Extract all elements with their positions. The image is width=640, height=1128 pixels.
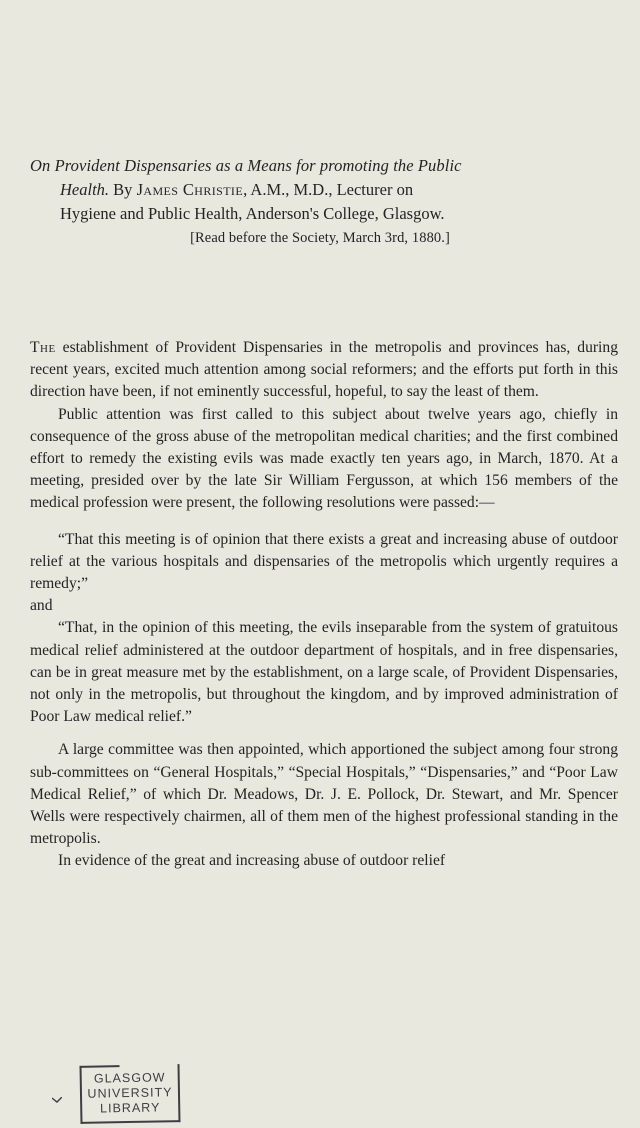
lead-word: The — [30, 339, 56, 356]
ink-tick-mark — [52, 1097, 62, 1103]
library-stamp — [80, 1064, 181, 1124]
title-line-1 — [30, 154, 620, 178]
stamp-line-2: UNIVERSITY — [87, 1085, 173, 1101]
body-text — [30, 337, 618, 873]
title-line-3 — [30, 202, 620, 226]
author-name: James Christie — [136, 180, 244, 199]
paragraph-1 — [30, 337, 618, 404]
paragraph-3: A large committee was then appointed, which apportioned the subject among four strong sub-committees on “General Hospitals,” “Special Hospitals,” “Dispensaries,” and “Poor Law Medical Relief,” of which Dr. Meadows, Dr. J. E. Pollock, Dr. Stewart, and Mr. Spencer Wells were respectively chairmen, all of them men of the highest professional standing in the metropolis. — [30, 741, 618, 848]
stamp-line-1: GLASGOW — [93, 1070, 166, 1086]
title-italic-part1: On Provident Dispensaries as a Means for promoting the Public — [30, 156, 462, 175]
stamp-line-3: LIBRARY — [99, 1100, 161, 1116]
quote-resolution-2: “That, in the opinion of this meeting, the evils inseparable from the system of gratuitous medical relief administered at the outdoor department of hospitals, and in free dispensaries, can be in great measure met by the establishment, on a large scale, of Provident Dispensaries, not only in the metropolis, but throughout the kingdom, and by improved administration of Poor Law medical relief.” — [30, 619, 618, 726]
author-credentials: , A.M., M.D., Lecturer on — [243, 180, 414, 199]
title-line-2 — [30, 178, 620, 202]
paper-title — [30, 154, 620, 226]
paragraph-1-text: establishment of Provident Dispensaries in the metropolis and provinces has, during recent years, excited much attention among social reformers; and the efforts put forth in this direction have been, if not eminently successful, hopeful, to say the least of them. — [30, 339, 618, 401]
quote-resolution-1: “That this meeting is of opinion that there exists a great and increasing abuse of outdoor relief at the various hospitals and dispensaries of the metropolis which urgently requires a remedy;” — [30, 530, 618, 593]
paragraph-2: Public attention was first called to this subject about twelve years ago, chiefly in consequence of the gross abuse of the metropolitan medical charities; and the first combined effort to remedy the existing evils was made exactly ten years ago, in March, 1870. At a meeting, presided over by the late Sir William Fergusson, at which 156 members of the medical profession were present, the following resolutions were passed:— — [30, 405, 618, 512]
read-note: [Read before the Society, March 3rd, 1880.] — [190, 230, 450, 246]
paragraph-4: In evidence of the great and increasing abuse of outdoor relief — [58, 852, 446, 870]
quote-and: and — [30, 597, 53, 615]
author-affiliation: Hygiene and Public Health, Anderson's College, Glasgow. — [60, 204, 445, 223]
title-by: By — [113, 180, 133, 199]
title-italic-part2: Health. — [60, 180, 110, 199]
